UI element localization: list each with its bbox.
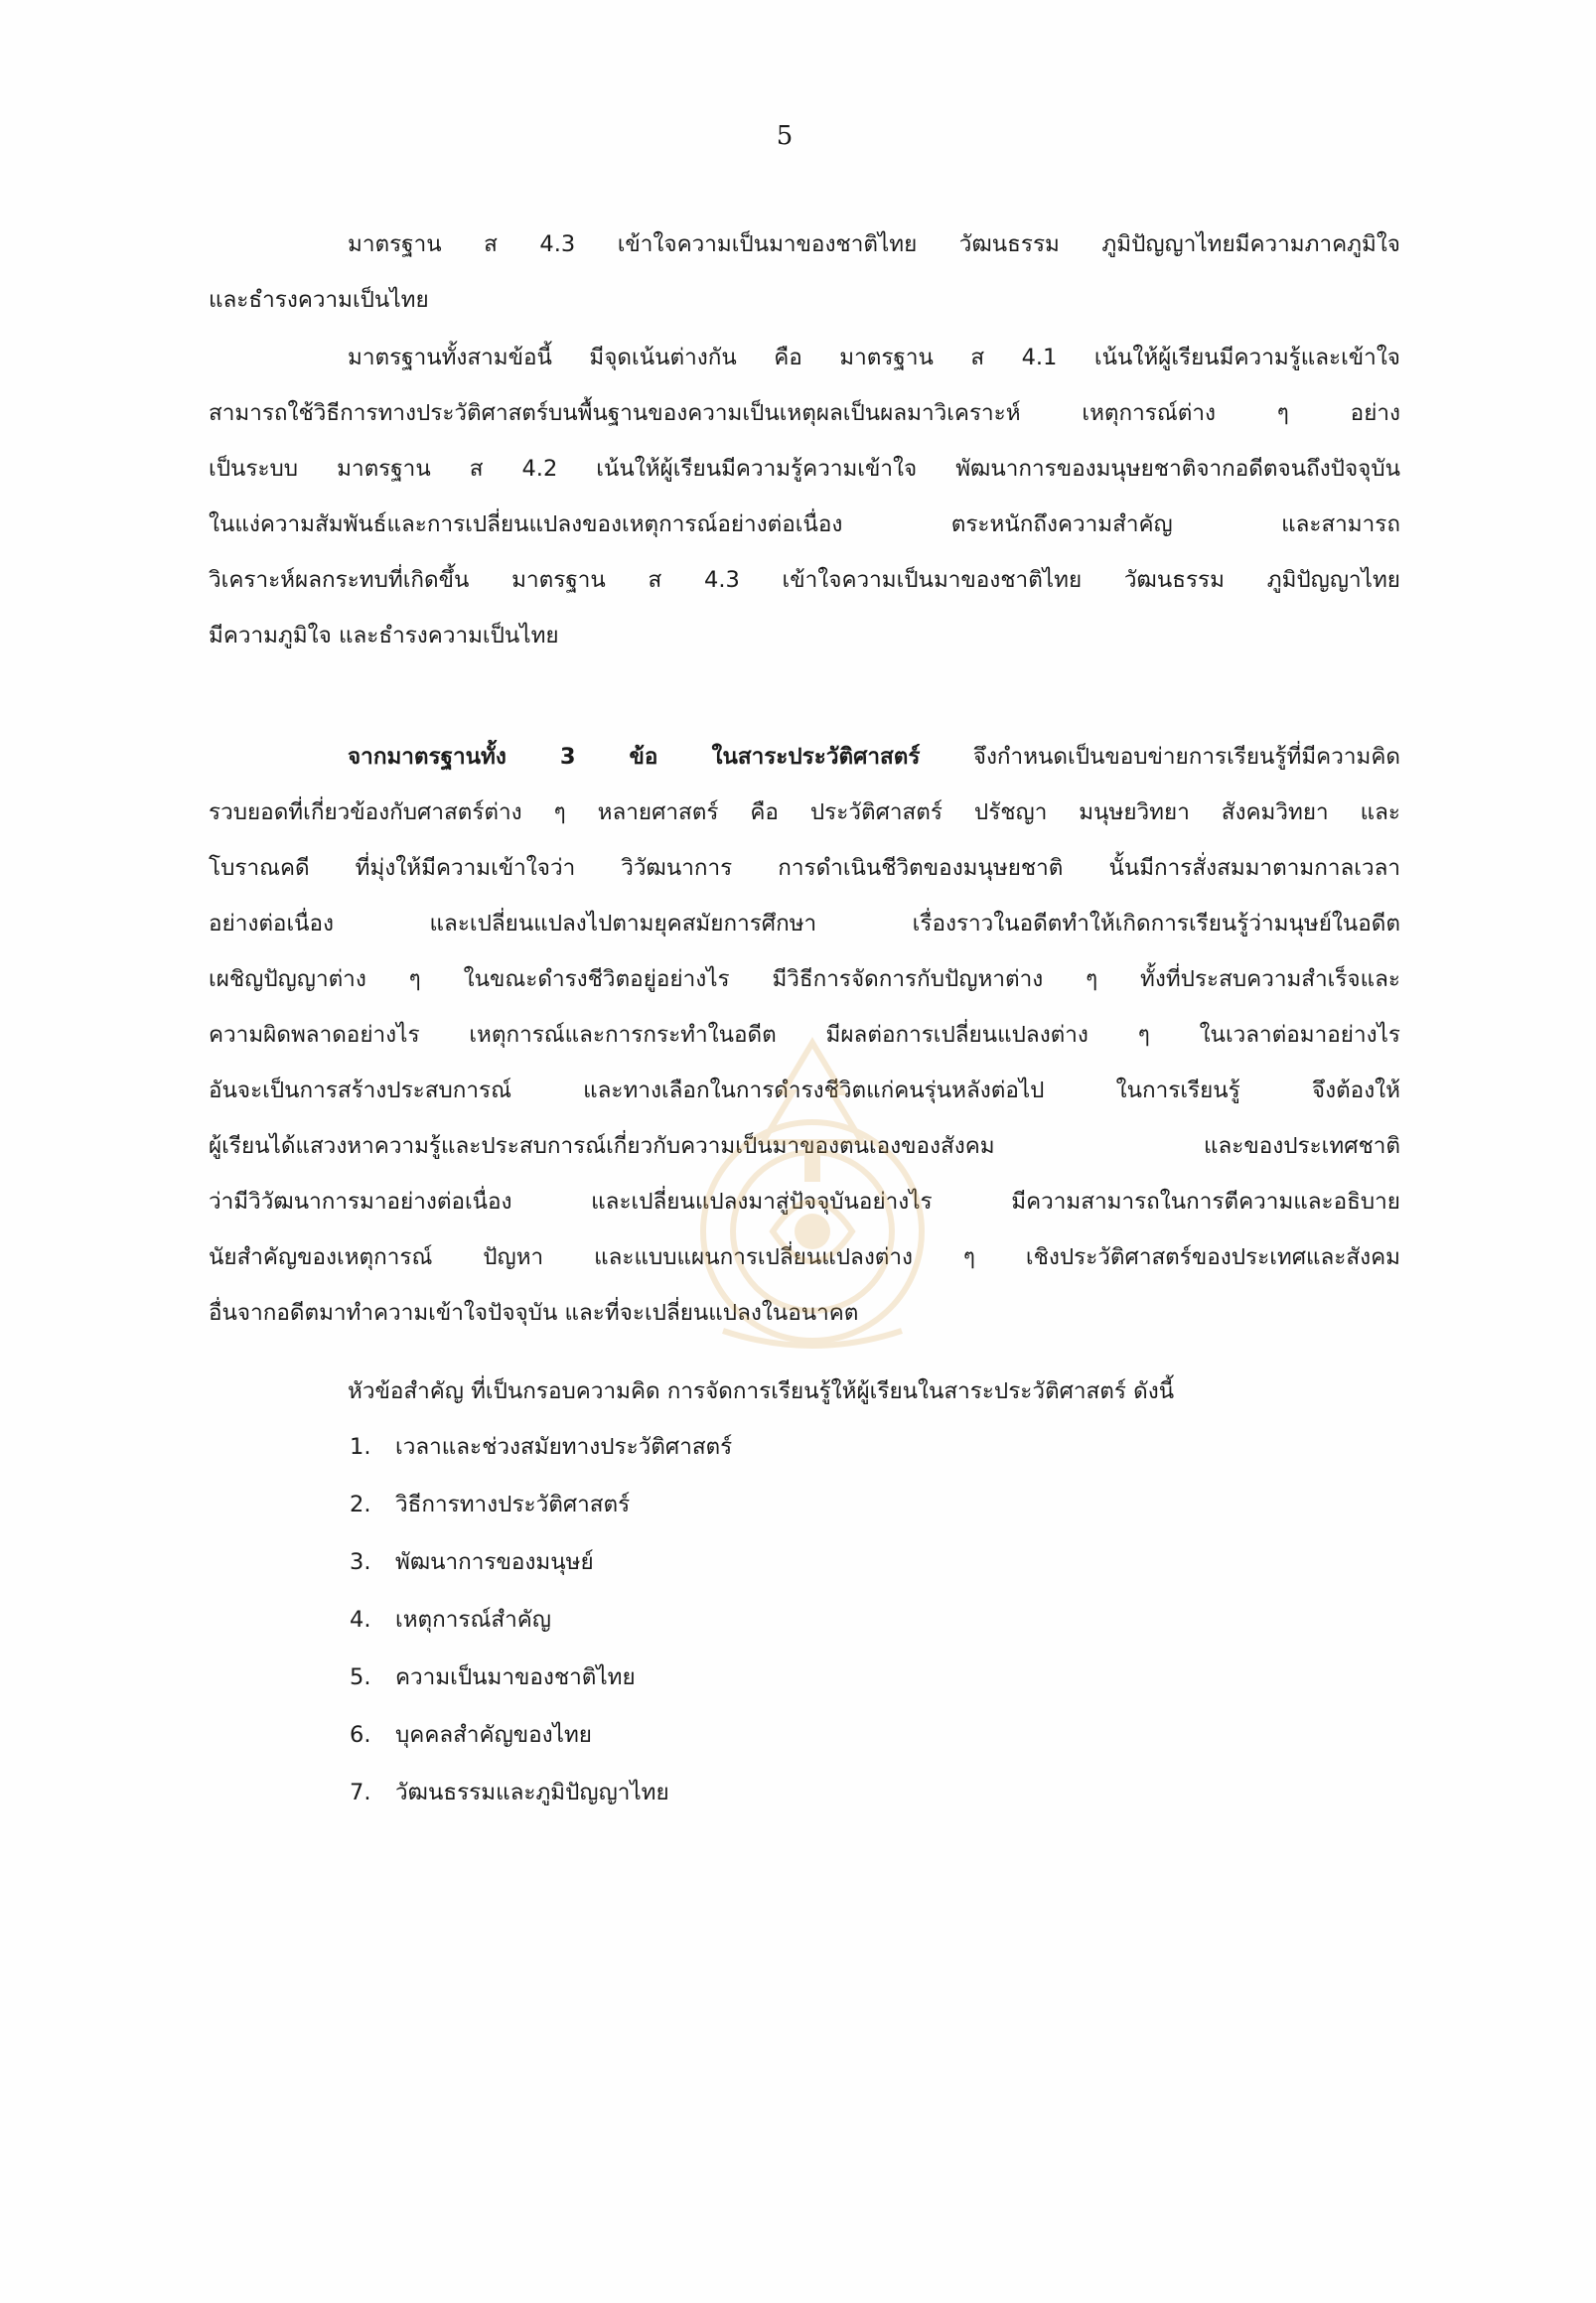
paragraph-line: ในแง่ความสัมพันธ์และการเปลี่ยนแปลงของเหตุการณ์อย่างต่อเนื่อง ตระหนักถึงความสำคัญ และสามารถ xyxy=(209,511,1400,537)
list-item-text: ความเป็นมาของชาติไทย xyxy=(395,1664,636,1690)
list-item xyxy=(350,1649,732,1706)
list-item-text: วิธีการทางประวัติศาสตร์ xyxy=(395,1492,631,1517)
list-item-number: 3. xyxy=(350,1549,371,1575)
paragraph-line: สามารถใช้วิธีการทางประวัติศาสตร์บนพื้นฐานของความเป็นเหตุผลเป็นผลมาวิเคราะห์ เหตุการณ์ต่าง ๆ อย่าง xyxy=(209,400,1400,426)
list-item-number: 5. xyxy=(350,1664,371,1690)
key-topics-list xyxy=(350,1418,732,1821)
paragraph-line: อย่างต่อเนื่อง และเปลี่ยนแปลงไปตามยุคสมัยการศึกษา เรื่องราวในอดีตทำให้เกิดการเรียนรู้ว่ามนุษย์ในอดีต xyxy=(209,911,1400,936)
list-item xyxy=(350,1476,732,1533)
list-item xyxy=(350,1533,732,1591)
paragraph-line: ว่ามีวิวัฒนาการมาอย่างต่อเนื่อง และเปลี่ยนแปลงมาสู่ปัจจุบันอย่างไร มีความสามารถในการตีความและอธิบาย xyxy=(209,1189,1400,1215)
page-number: 5 xyxy=(776,121,794,151)
paragraph-line: โบราณคดี ที่มุ่งให้มีความเข้าใจว่า วิวัฒนาการ การดำเนินชีวิตของมนุษยชาติ นั้นมีการสั่งสมมาตามกาลเวลา xyxy=(209,855,1400,881)
list-item-text: วัฒนธรรมและภูมิปัญญาไทย xyxy=(395,1780,669,1805)
list-item-number: 2. xyxy=(350,1492,371,1517)
paragraph-line xyxy=(209,729,1400,785)
paragraph-line: หัวข้อสำคัญ ที่เป็นกรอบความคิด การจัดการเรียนรู้ให้ผู้เรียนในสาระประวัติศาสตร์ ดังนี้ xyxy=(348,1378,1175,1404)
lead-rest-text: จึงกำหนดเป็นขอบข่ายการเรียนรู้ที่มีความคิด xyxy=(920,744,1400,770)
list-item-text: เหตุการณ์สำคัญ xyxy=(395,1607,551,1633)
list-item-text: เวลาและช่วงสมัยทางประวัติศาสตร์ xyxy=(395,1434,733,1460)
list-item xyxy=(350,1591,732,1649)
paragraph-line: รวบยอดที่เกี่ยวข้องกับศาสตร์ต่าง ๆ หลายศาสตร์ คือ ประวัติศาสตร์ ปรัชญา มนุษยวิทยา สังคมวิทยา และ xyxy=(209,799,1400,825)
paragraph-standard-4-3 xyxy=(209,216,1400,328)
list-item-number: 1. xyxy=(350,1434,371,1460)
paragraph-standards-focus xyxy=(209,330,1400,663)
list-item xyxy=(350,1706,732,1764)
list-item-number: 4. xyxy=(350,1607,371,1633)
paragraph-line: อื่นจากอดีตมาทำความเข้าใจปัจจุบัน และที่จะเปลี่ยนแปลงในอนาคต xyxy=(209,1300,859,1326)
paragraph-line: ความผิดพลาดอย่างไร เหตุการณ์และการกระทำในอดีต มีผลต่อการเปลี่ยนแปลงต่าง ๆ ในเวลาต่อมาอย่างไร xyxy=(209,1022,1400,1048)
paragraph-key-topics-intro xyxy=(209,1364,1400,1419)
bold-lead-text: จากมาตรฐานทั้ง 3 ข้อ ในสาระประวัติศาสตร์ xyxy=(348,744,921,770)
paragraph-line: วิเคราะห์ผลกระทบที่เกิดขึ้น มาตรฐาน ส 4.3 เข้าใจความเป็นมาของชาติไทย วัฒนธรรม ภูมิปัญญาไทย xyxy=(209,567,1400,593)
list-item-text: พัฒนาการของมนุษย์ xyxy=(395,1549,594,1575)
paragraph-line: และธำรงความเป็นไทย xyxy=(209,287,429,313)
paragraph-line: มาตรฐาน ส 4.3 เข้าใจความเป็นมาของชาติไทย วัฒนธรรม ภูมิปัญญาไทยมีความภาคภูมิใจ xyxy=(348,231,1400,257)
paragraph-line: เป็นระบบ มาตรฐาน ส 4.2 เน้นให้ผู้เรียนมีความรู้ความเข้าใจ พัฒนาการของมนุษยชาติจากอดีตจนถึงปัจจุบัน xyxy=(209,456,1400,482)
paragraph-line: มีความภูมิใจ และธำรงความเป็นไทย xyxy=(209,623,559,648)
paragraph-line: ผู้เรียนได้แสวงหาความรู้และประสบการณ์เกี่ยวกับความเป็นมาของตนเองของสังคม และของประเทศชาติ xyxy=(209,1133,1400,1159)
list-item-number: 6. xyxy=(350,1722,371,1748)
paragraph-line: มาตรฐานทั้งสามข้อนี้ มีจุดเน้นต่างกัน คือ มาตรฐาน ส 4.1 เน้นให้ผู้เรียนมีความรู้และเข้าใจ xyxy=(348,345,1400,370)
paragraph-line: เผชิญปัญญาต่าง ๆ ในขณะดำรงชีวิตอยู่อย่างไร มีวิธีการจัดการกับปัญหาต่าง ๆ ทั้งที่ประสบความสำเร็จและ xyxy=(209,966,1400,992)
paragraph-line: นัยสำคัญของเหตุการณ์ ปัญหา และแบบแผนการเปลี่ยนแปลงต่าง ๆ เชิงประวัติศาสตร์ของประเทศและสังคม xyxy=(209,1244,1400,1270)
list-item-text: บุคคลสำคัญของไทย xyxy=(395,1722,592,1748)
paragraph-line: อันจะเป็นการสร้างประสบการณ์ และทางเลือกในการดำรงชีวิตแก่คนรุ่นหลังต่อไป ในการเรียนรู้ จึงต้องให้ xyxy=(209,1078,1400,1103)
list-item xyxy=(350,1418,732,1476)
list-item-number: 7. xyxy=(350,1780,371,1805)
list-item xyxy=(350,1764,732,1821)
paragraph-history-scope xyxy=(209,729,1400,1341)
